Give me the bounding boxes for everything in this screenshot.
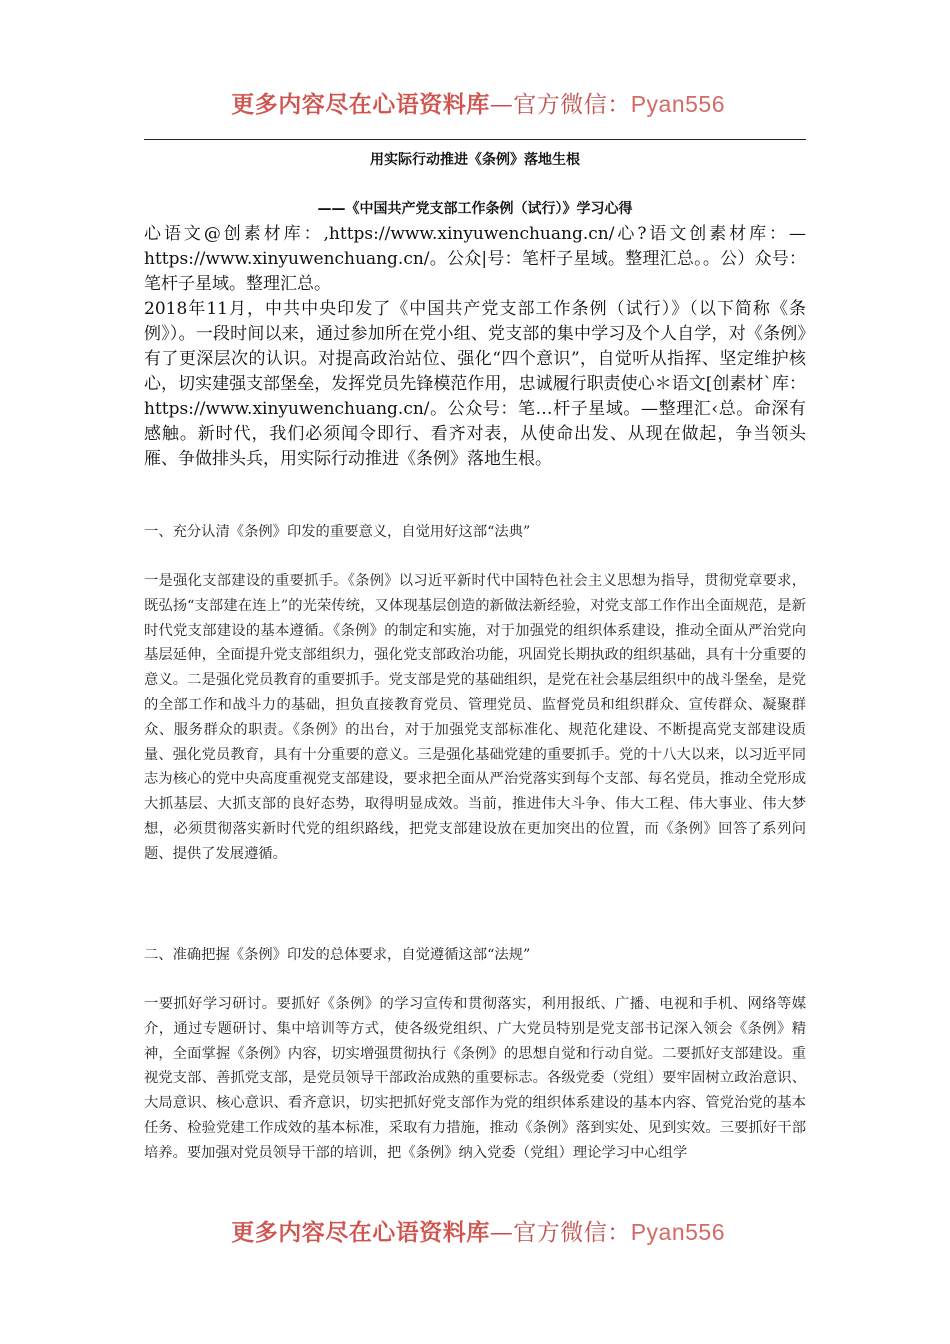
header-divider [144,139,806,140]
intro-paragraph: 2018年11月，中共中央印发了《中国共产党支部工作条例（试行）》（以下简称《条例》）。一段时间以来，通过参加所在党小组、党支部的集中学习及个人自学，对《条例》有了更深层次的认识。对提高政治站位、强化“四个意识”，自觉听从指挥、坚定维护核心，切实建强支部堡垒，发挥党员先锋模范作用，忠诚履行职责使心＊语文[创素材`库：https://www.xinyuwenchuang.cn/。公众号：笔…杆子星域。—整理汇‹总。命深有感触。新时代，我们必须闻令即行、看齐对表，从使命出发、从现在做起，争当领头雁、争做排头兵，用实际行动推进《条例》落地生根。 [144,299,806,469]
banner-separator: — [489,91,514,118]
banner-wechat-label: 官方微信： [513,91,631,118]
banner-brand-text: 更多内容尽在心语资料库 [231,1218,490,1246]
banner-text [231,1214,725,1247]
section-paragraph: 一是强化支部建设的重要抓手。《条例》以习近平新时代中国特色社会主义思想为指导，贯彻党章要求，既弘扬“支部建在连上”的光荣传统，又体现基层创造的新做法新经验，对党支部工作作出全面规范，是新时代党支部建设的基本遵循。《条例》的制定和实施，对于加强党的组织体系建设，推动全面从严治党向基层延伸，全面提升党支部组织力，强化党支部政治功能，巩固党长期执政的组织基础，具有十分重要的意义。二是强化党员教育的重要抓手。党支部是党的基础组织，是党在社会基层组织中的战斗堡垒，是党的全部工作和战斗力的基础，担负直接教育党员、管理党员、监督党员和组织群众、宣传群众、凝聚群众、服务群众的职责。《条例》的出台，对于加强党支部标准化、规范化建设、不断提高党支部建设质量、强化党员教育，具有十分重要的意义。三是强化基础党建的重要抓手。党的十八大以来，以习近平同志为核心的党中央高度重视党支部建设，要求把全面从严治党落实到每个支部、每名党员，推动全党形成大抓基层、大抓支部的良好态势，取得明显成效。当前，推进伟大斗争、伟大工程、伟大事业、伟大梦想，必须贯彻落实新时代党的组织路线，把党支部建设放在更加突出的位置，而《条例》回答了系列问题、提供了发展遵循。 [144,573,806,862]
document-title: 用实际行动推进《条例》落地生根 [370,152,580,168]
banner-wechat-id: Pyan556 [630,1218,725,1245]
document-subtitle: ——《中国共产党支部工作条例（试行）》学习心得 [317,201,633,217]
section-one-body [144,569,806,867]
section-one-heading [144,520,806,545]
intro-paragraph: 心语文@创素材库：,https://www.xinyuwenchuang.cn/心?语文创素材库：—https://www.xinyuwenchuang.cn/。公众|号：笔杆子星域。整理汇总。。公）众号：笔杆子星域。整理汇总。 [144,224,806,294]
banner-brand-text: 更多内容尽在心语资料库 [231,90,490,118]
section-heading: 一、充分认清《条例》印发的重要意义，自觉用好这部“法典” [144,524,531,540]
footer-watermark-banner [225,1208,725,1252]
section-two-heading [144,943,806,968]
intro-block [144,222,806,472]
banner-separator: — [489,1219,514,1246]
banner-wechat-id: Pyan556 [630,90,725,117]
header-watermark-banner [225,80,725,124]
banner-text [231,86,725,119]
banner-wechat-label: 官方微信： [513,1219,631,1246]
section-paragraph: 一要抓好学习研讨。要抓好《条例》的学习宣传和贯彻落实，利用报纸、广播、电视和手机、网络等媒介，通过专题研讨、集中培训等方式，使各级党组织、广大党员特别是党支部书记深入领会《条例》精神，全面掌握《条例》内容，切实增强贯彻执行《条例》的思想自觉和行动自觉。二要抓好支部建设。重视党支部、善抓党支部，是党员领导干部政治成熟的重要标志。各级党委（党组）要牢固树立政治意识、大局意识、核心意识、看齐意识，切实把抓好党支部作为党的组织体系建设的基本内容、管党治党的基本任务、检验党建工作成效的基本标准，采取有力措施，推动《条例》落到实处、见到实效。三要抓好干部培养。要加强对党员领导干部的培训，把《条例》纳入党委（党组）理论学习中心组学 [144,996,806,1161]
section-heading: 二、准确把握《条例》印发的总体要求，自觉遵循这部“法规” [144,947,531,963]
section-two-body [144,992,806,1166]
